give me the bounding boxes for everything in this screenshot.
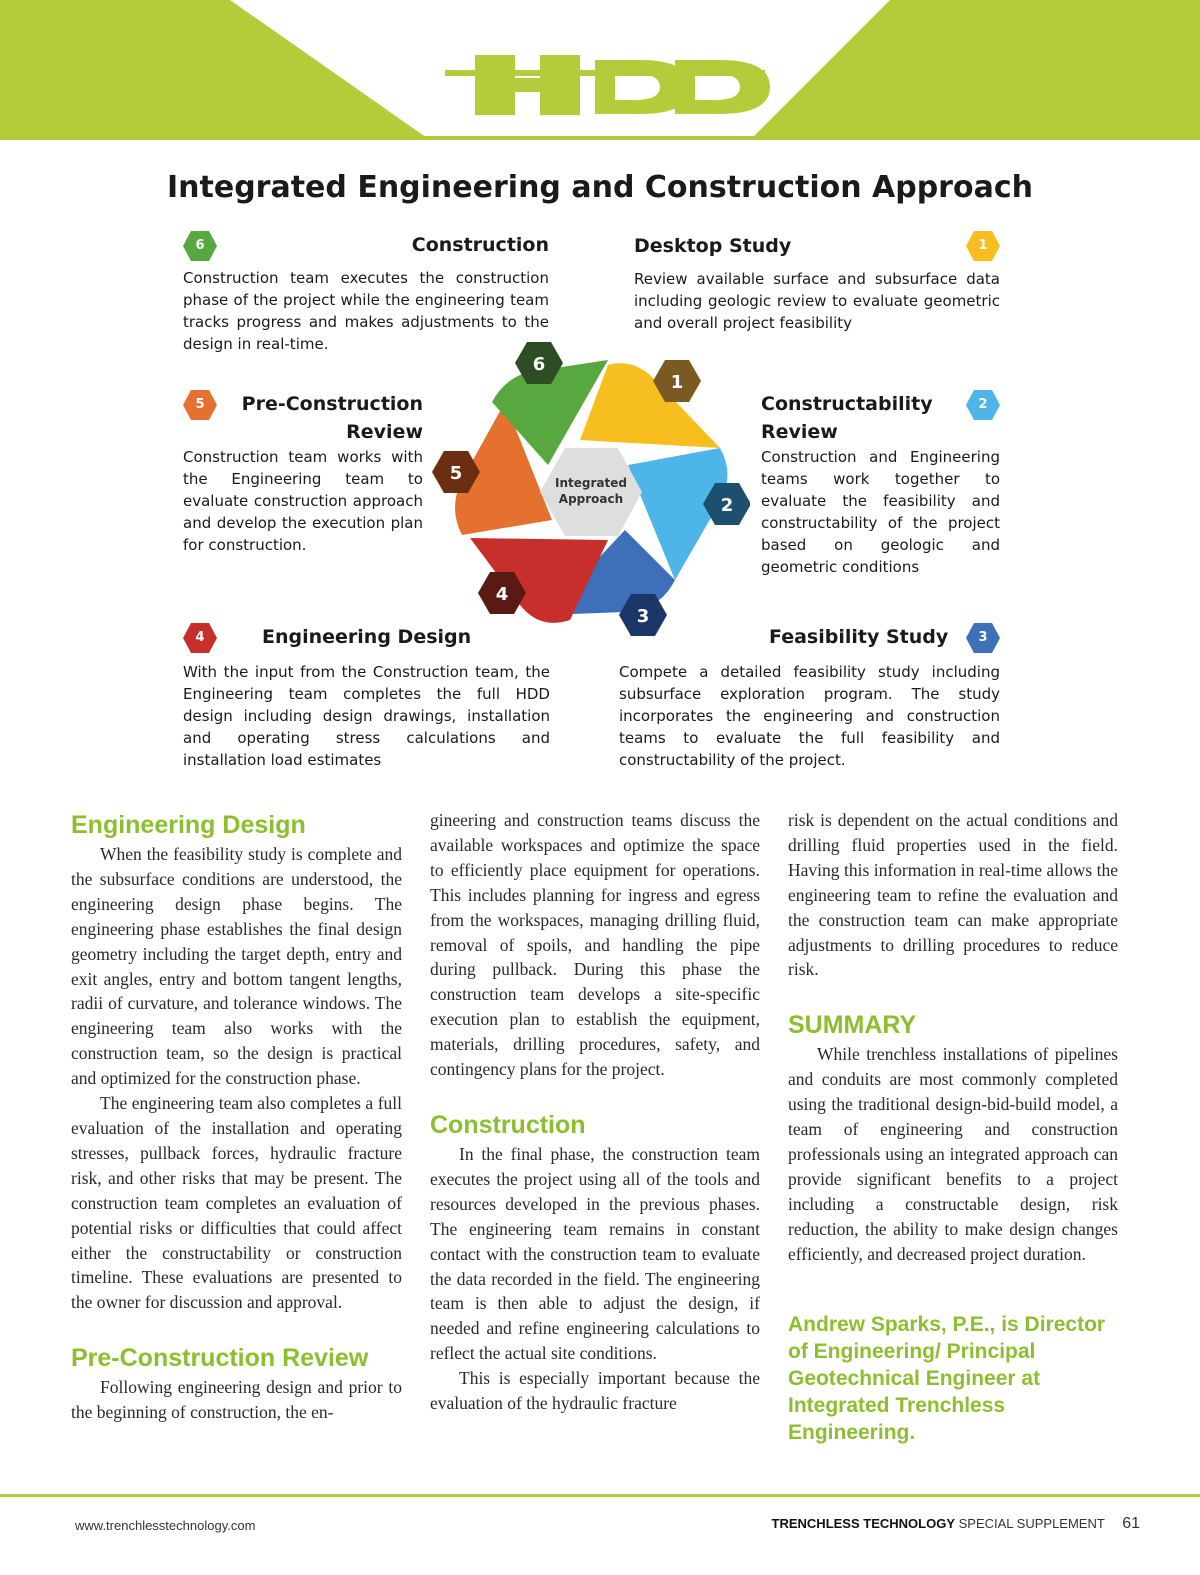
footer-rule (0, 1494, 1200, 1497)
publication-name: TRENCHLESS TECHNOLOGY (771, 1516, 955, 1531)
article-column-3 (788, 808, 1118, 1446)
step-5-pre-construction-review (183, 390, 423, 556)
step-text: Construction team works with the Engineering team to evaluate construction approach and develop the execution plan for construction. (183, 448, 423, 554)
step-title-line1: Pre-Construction (241, 393, 423, 415)
step-title-line2: Review (346, 421, 423, 443)
step-6-badge: 6 (183, 231, 217, 261)
wheel-num-2: 2 (720, 495, 734, 516)
step-1-desktop-study (634, 232, 1000, 334)
wheel-num-3: 3 (636, 606, 650, 627)
center-label-line2: Approach (558, 492, 624, 506)
header-banner (0, 0, 1200, 140)
integrated-approach-wheel (430, 330, 750, 650)
page-number: 61 (1122, 1515, 1140, 1532)
step-text: Construction and Engineering teams work together to evaluate the feasibility and constructability of the project based on geologic and geometric conditions (761, 448, 1000, 576)
article-column-1 (71, 808, 402, 1425)
step-text: Review available surface and subsurface data including geologic review to evaluate geometric and overall project feasibility (634, 270, 1000, 332)
step-1-badge: 1 (966, 231, 1000, 261)
paragraph: In the final phase, the construction team executes the project using all of the tools and resources developed in the previous phases. The engineering team remains in constant contact with the construction team to evaluate the data recorded in the field. The engineering team is then able to adjust the design, if needed and refine engineering calculations to reflect the actual site conditions. (430, 1143, 760, 1364)
step-title: Feasibility Study (769, 626, 949, 648)
step-title-line2: Review (761, 421, 838, 443)
wheel-num-1: 1 (670, 372, 684, 393)
supplement-label: SPECIAL SUPPLEMENT (958, 1516, 1105, 1531)
step-4-badge: 4 (183, 623, 217, 653)
footer-publication (772, 1515, 1140, 1533)
article-column-2 (430, 808, 760, 1416)
author-bio: Andrew Sparks, P.E., is Director of Engineering/ Principal Geotechnical Engineer at Integrated Trenchless Engineering. (788, 1312, 1106, 1444)
step-text: With the input from the Construction team, the Engineering team completes the full HDD design including design drawings, installation and operating stress calculations and installation load estimates (183, 663, 550, 769)
heading-engineering-design: Engineering Design (71, 811, 306, 839)
footer-url[interactable]: www.trenchlesstechnology.com (75, 1518, 256, 1533)
hdd-logo (445, 55, 770, 115)
wheel-segment-1 (580, 363, 720, 448)
paragraph: While trenchless installations of pipelines and conduits are most commonly completed using the traditional design-bid-build model, a team of engineering and construction professionals using an integrated approach can provide significant benefits to a project including a constructable design, risk reduction, the ability to make design changes efficiently, and decreased project duration. (788, 1044, 1118, 1264)
step-title: Desktop Study (634, 235, 792, 257)
step-5-badge: 5 (183, 390, 217, 420)
step-title: Construction (411, 234, 549, 256)
step-2-constructability-review (761, 390, 1000, 578)
paragraph: The engineering team also completes a full evaluation of the installation and operating stresses, pullback forces, hydraulic fracture risk, and other risks that may be present. The construction team completes an evaluation of potential risks or difficulties that could affect either the constructability or construction timeline. These evaluations are presented to the owner for discussion and approval. (71, 1093, 402, 1313)
paragraph: Following engineering design and prior to the beginning of construction, the en- (71, 1377, 402, 1423)
step-2-badge: 2 (966, 390, 1000, 420)
step-title-line1: Constructability (761, 393, 933, 415)
step-title: Engineering Design (262, 626, 472, 648)
paragraph: This is especially important because the evaluation of the hydraulic fracture (430, 1368, 760, 1414)
wheel-num-4: 4 (495, 584, 509, 605)
step-text: Compete a detailed feasibility study including subsurface exploration program. The study incorporates the engineering and construction teams to evaluate the full feasibility and constructability of the project. (619, 663, 1000, 769)
step-text: Construction team executes the construction phase of the project while the engineering team tracks progress and makes adjustments to the design in real-time. (183, 269, 549, 353)
center-label-line1: Integrated (555, 476, 627, 490)
step-3-badge: 3 (966, 623, 1000, 653)
heading-pre-construction-review: Pre-Construction Review (71, 1344, 369, 1373)
heading-summary: SUMMARY (788, 1011, 917, 1040)
paragraph: gineering and construction teams discuss the available workspaces and optimize the space to efficiently place equipment for operations. This includes planning for ingress and egress from the workspaces, managing drilling fluid, removal of spoils, and handling the pipe during pullback. During this phase the construction team develops a site-specific execution plan to establish the equipment, materials, drilling procedures, safety, and contingency plans for the project. (430, 810, 760, 1080)
paragraph: When the feasibility study is complete and the subsurface conditions are understood, the engineering design phase begins. The engineering phase establishes the final design geometry including the target depth, entry and exit angles, entry and bottom tangent lengths, radii of curvature, and tolerance windows. The engineering team also works with the construction team, so the design is practical and optimized for the construction phase. (71, 844, 402, 1089)
wheel-num-5: 5 (449, 463, 463, 484)
figure-title: Integrated Engineering and Construction Approach (167, 170, 1033, 205)
heading-construction: Construction (430, 1110, 586, 1139)
wheel-num-6: 6 (532, 354, 546, 375)
paragraph: risk is dependent on the actual conditions and drilling fluid properties used in the field. Having this information in real-time allows the engineering team to refine the evaluation and the construction team can make appropriate adjustments to drilling procedures to reduce risk. (788, 810, 1118, 980)
